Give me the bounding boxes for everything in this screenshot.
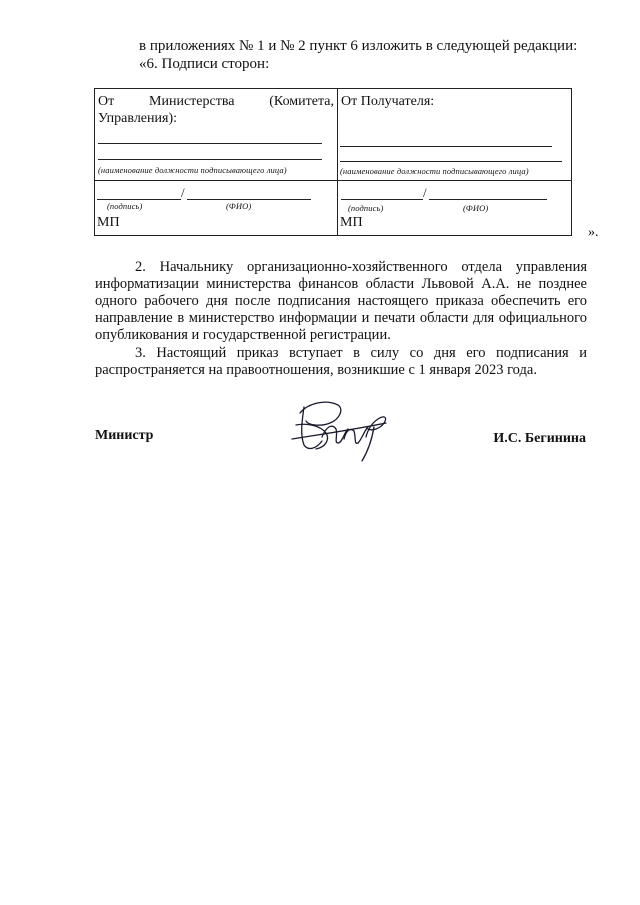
left-name-hint: (ФИО)	[226, 201, 252, 211]
minister-title: Министр	[95, 428, 154, 443]
right-position-line-1	[340, 146, 552, 147]
left-slash: /	[181, 185, 185, 200]
closing-quote: ».	[588, 225, 599, 240]
right-party-cell	[338, 89, 573, 180]
left-name-line	[187, 199, 311, 200]
intro-line-1: в приложениях № 1 и № 2 пункт 6 изложить в следующей редакции:	[139, 38, 578, 54]
right-position-line-2	[340, 161, 562, 162]
right-stamp-label: МП	[340, 215, 363, 230]
right-signature-cell	[338, 181, 573, 237]
paragraph-3: 3. Настоящий приказ вступает в силу со дня его подписания и распространяется на правоотношения, возникшие с 1 января 2023 года.	[95, 345, 587, 378]
intro-line-2: «6. Подписи сторон:	[139, 56, 270, 72]
left-position-hint: (наименование должности подписывающего лица)	[98, 165, 287, 175]
left-position-line-1	[98, 143, 322, 144]
right-party-label: От Получателя:	[341, 94, 435, 109]
right-name-hint: (ФИО)	[463, 203, 489, 213]
handwritten-signature	[286, 393, 396, 468]
left-party-label: От Министерства (Комитета, Управления):	[98, 94, 334, 126]
right-position-hint: (наименование должности подписывающего лица)	[340, 166, 529, 176]
minister-name: И.С. Бегинина	[493, 431, 586, 446]
left-signature-cell	[95, 181, 337, 237]
left-signature-hint: (подпись)	[107, 201, 143, 211]
right-signature-line	[341, 199, 423, 200]
paragraph-2: 2. Начальнику организационно-хозяйственного отдела управления информатизации министерства финансов области Львовой А.А. не позднее одного рабочего дня после подписания настоящего приказа обеспечить его направление в министерство информации и печати области для официального опубликования и государственной регистрации.	[95, 259, 587, 343]
signatures-table	[94, 88, 572, 236]
right-slash: /	[423, 185, 427, 200]
left-stamp-label: МП	[97, 215, 120, 230]
right-signature-hint: (подпись)	[348, 203, 384, 213]
left-position-line-2	[98, 159, 322, 160]
right-name-line	[429, 199, 547, 200]
left-party-cell	[95, 89, 337, 180]
left-signature-line	[97, 199, 181, 200]
